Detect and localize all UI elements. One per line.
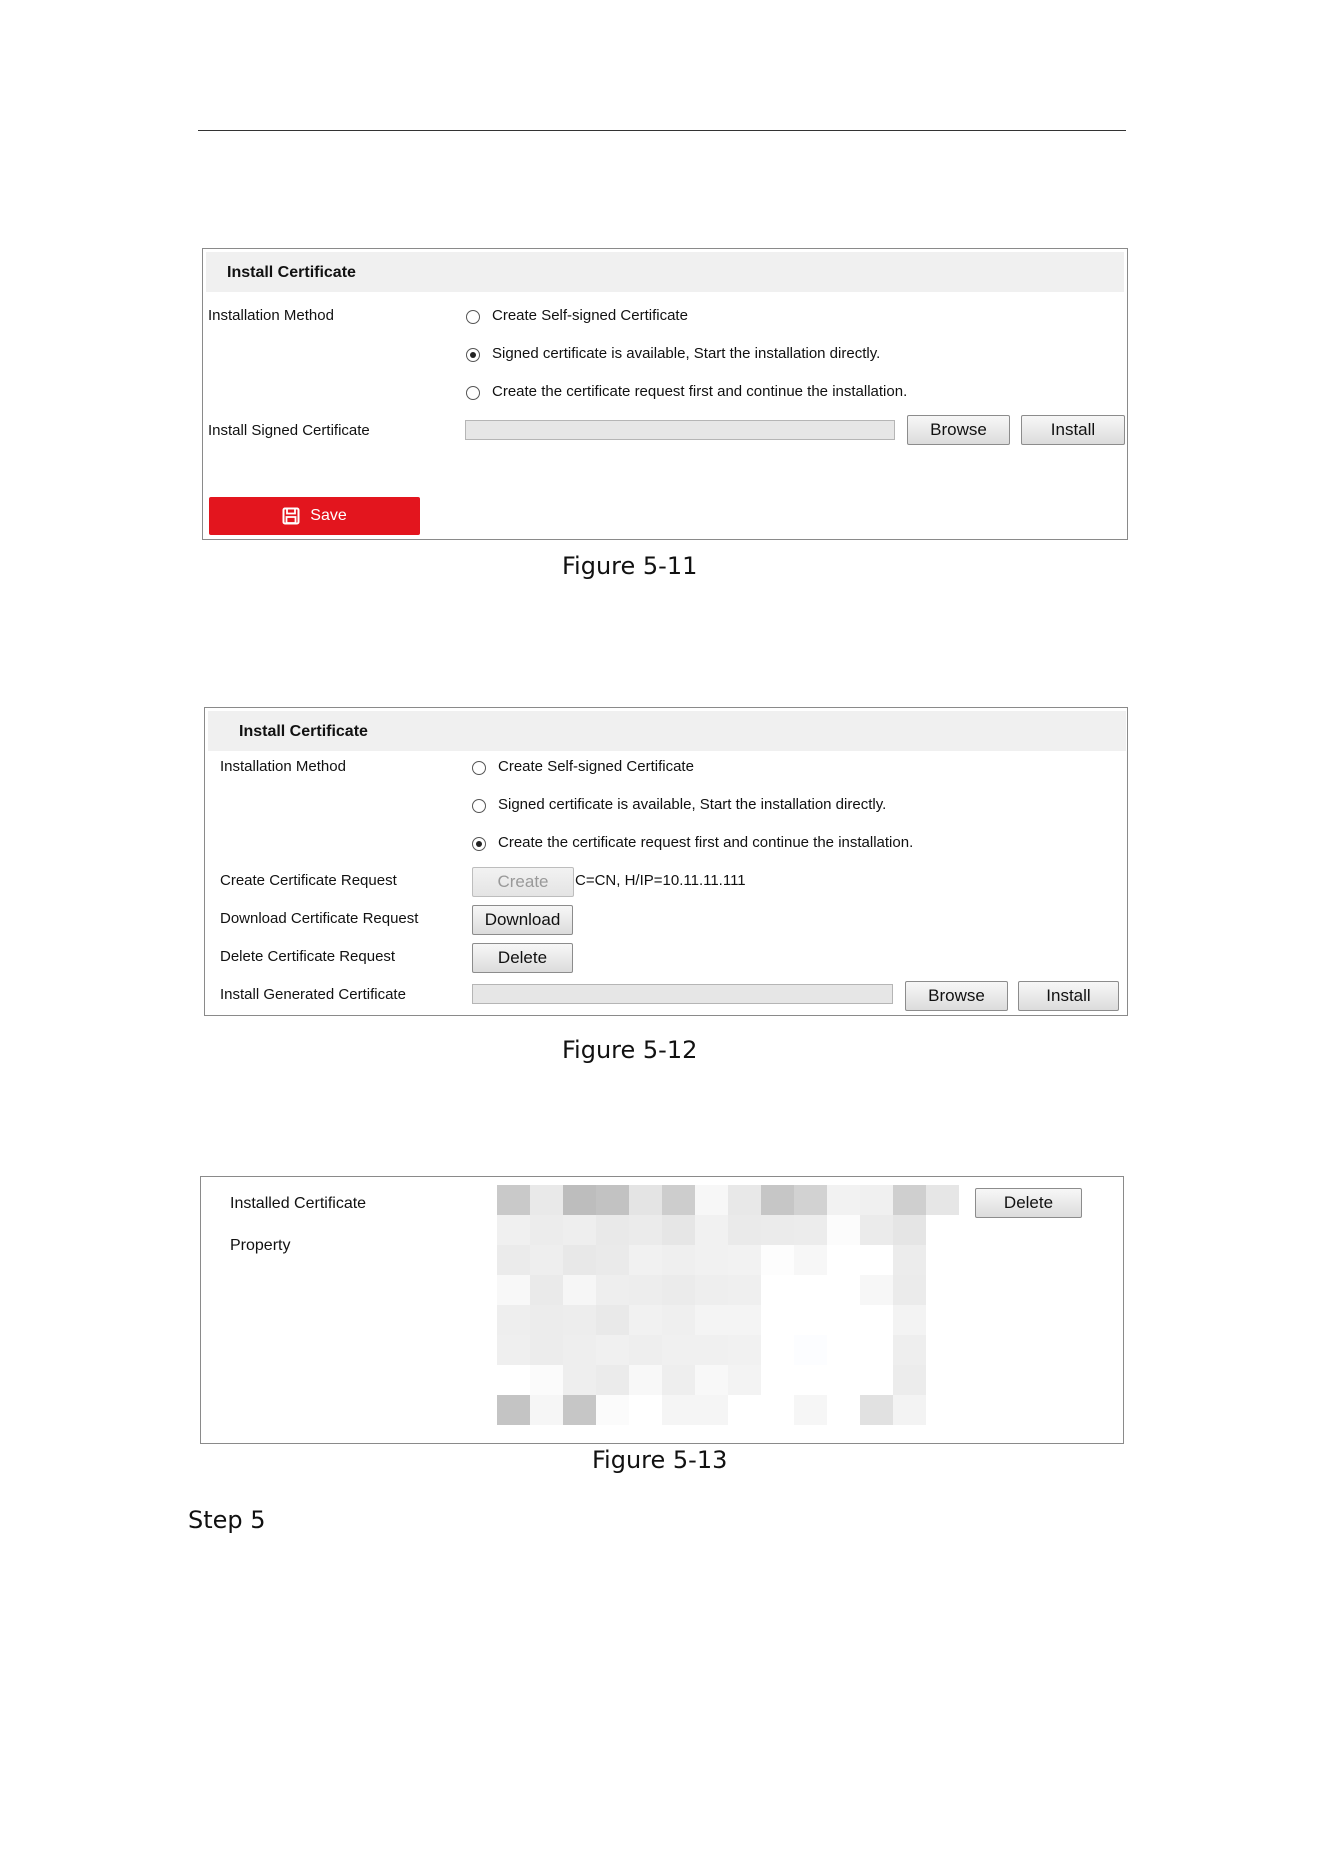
redaction-cell <box>662 1395 695 1425</box>
radio-signed-available-label: Signed certificate is available, Start the installation directly. <box>498 796 887 813</box>
redaction-cell <box>530 1365 563 1395</box>
redaction-cell <box>926 1185 959 1215</box>
redaction-cell <box>794 1395 827 1425</box>
delete-certificate-request-label: Delete Certificate Request <box>220 948 396 965</box>
redaction-cell <box>596 1215 629 1245</box>
radio-self-signed[interactable] <box>466 310 480 324</box>
redaction-cell <box>926 1305 959 1335</box>
redaction-cell <box>563 1245 596 1275</box>
browse-button[interactable]: Browse <box>905 981 1008 1011</box>
redaction-cell <box>893 1275 926 1305</box>
panel-title: Install Certificate <box>239 723 368 740</box>
redaction-cell <box>629 1185 662 1215</box>
redaction-cell <box>530 1395 563 1425</box>
certificate-file-field[interactable] <box>465 420 895 440</box>
radio-create-request-label: Create the certificate request first and continue the installation. <box>498 834 914 851</box>
certificate-file-field[interactable] <box>472 984 893 1004</box>
redaction-cell <box>629 1275 662 1305</box>
certificate-request-info: C=CN, H/IP=10.11.11.111 <box>575 872 746 889</box>
redaction-cell <box>530 1215 563 1245</box>
radio-signed-available-label: Signed certificate is available, Start the installation directly. <box>492 345 881 362</box>
redaction-cell <box>563 1335 596 1365</box>
radio-signed-available[interactable] <box>472 799 486 813</box>
redaction-cell <box>761 1305 794 1335</box>
redaction-cell <box>926 1365 959 1395</box>
install-signed-certificate-label: Install Signed Certificate <box>208 422 370 439</box>
radio-self-signed-label: Create Self-signed Certificate <box>498 758 694 775</box>
redaction-cell <box>497 1245 530 1275</box>
save-button-label: Save <box>310 507 347 524</box>
redaction-cell <box>827 1335 860 1365</box>
step-label: Step 5 <box>188 1506 266 1534</box>
save-icon <box>282 507 300 525</box>
redaction-cell <box>728 1275 761 1305</box>
redaction-cell <box>563 1365 596 1395</box>
redaction-cell <box>794 1245 827 1275</box>
redaction-cell <box>563 1395 596 1425</box>
redaction-cell <box>629 1245 662 1275</box>
redaction-cell <box>563 1275 596 1305</box>
installation-method-label: Installation Method <box>208 307 334 324</box>
redaction-cell <box>827 1245 860 1275</box>
redaction-cell <box>893 1365 926 1395</box>
redaction-cell <box>629 1215 662 1245</box>
radio-create-request-label: Create the certificate request first and continue the installation. <box>492 383 908 400</box>
redaction-cell <box>497 1305 530 1335</box>
redaction-cell <box>629 1335 662 1365</box>
download-button[interactable]: Download <box>472 905 573 935</box>
panel-header <box>206 252 1124 292</box>
redaction-cell <box>761 1215 794 1245</box>
install-generated-certificate-label: Install Generated Certificate <box>220 986 406 1003</box>
redaction-cell <box>629 1395 662 1425</box>
radio-self-signed-label: Create Self-signed Certificate <box>492 307 688 324</box>
redaction-cell <box>530 1185 563 1215</box>
redaction-cell <box>662 1215 695 1245</box>
redaction-cell <box>728 1365 761 1395</box>
redaction-cell <box>794 1185 827 1215</box>
installation-method-label: Installation Method <box>220 758 346 775</box>
figure-caption: Figure 5-13 <box>592 1446 728 1474</box>
redaction-cell <box>530 1305 563 1335</box>
redaction-cell <box>860 1215 893 1245</box>
redaction-cell <box>662 1275 695 1305</box>
redaction-cell <box>827 1365 860 1395</box>
radio-create-request[interactable] <box>466 386 480 400</box>
redaction-cell <box>893 1395 926 1425</box>
property-label: Property <box>230 1237 291 1254</box>
redaction-cell <box>596 1365 629 1395</box>
redaction-cell <box>596 1275 629 1305</box>
radio-signed-available[interactable] <box>466 348 480 362</box>
redaction-cell <box>893 1305 926 1335</box>
redaction-cell <box>728 1335 761 1365</box>
redaction-cell <box>860 1335 893 1365</box>
redaction-cell <box>695 1185 728 1215</box>
redaction-cell <box>860 1185 893 1215</box>
redaction-cell <box>926 1395 959 1425</box>
redaction-cell <box>761 1275 794 1305</box>
redaction-cell <box>695 1365 728 1395</box>
delete-certificate-button[interactable]: Delete <box>975 1188 1082 1218</box>
redaction-cell <box>794 1215 827 1245</box>
redaction-cell <box>728 1395 761 1425</box>
redaction-cell <box>695 1335 728 1365</box>
panel-title: Install Certificate <box>227 264 356 281</box>
redaction-cell <box>761 1365 794 1395</box>
create-button[interactable]: Create <box>472 867 574 897</box>
redaction-cell <box>827 1395 860 1425</box>
redaction-cell <box>662 1185 695 1215</box>
download-certificate-request-label: Download Certificate Request <box>220 910 419 927</box>
redaction-cell <box>728 1245 761 1275</box>
delete-request-button[interactable]: Delete <box>472 943 573 973</box>
redaction-cell <box>629 1365 662 1395</box>
redaction-cell <box>596 1305 629 1335</box>
redaction-cell <box>530 1275 563 1305</box>
redaction-cell <box>497 1365 530 1395</box>
redaction-cell <box>827 1215 860 1245</box>
redaction-cell <box>695 1395 728 1425</box>
radio-create-request[interactable] <box>472 837 486 851</box>
redaction-cell <box>497 1215 530 1245</box>
redaction-cell <box>629 1305 662 1335</box>
redaction-cell <box>794 1305 827 1335</box>
redaction-cell <box>530 1335 563 1365</box>
figure-5-13-panel <box>200 1176 1124 1444</box>
redaction-cell <box>860 1365 893 1395</box>
redaction-cell <box>893 1215 926 1245</box>
figure-5-12-panel <box>204 707 1128 1016</box>
redaction-cell <box>695 1275 728 1305</box>
redaction-cell <box>497 1275 530 1305</box>
redaction-cell <box>827 1185 860 1215</box>
redaction-cell <box>827 1305 860 1335</box>
redaction-cell <box>926 1335 959 1365</box>
redaction-cell <box>563 1185 596 1215</box>
redaction-cell <box>893 1335 926 1365</box>
redaction-cell <box>695 1305 728 1335</box>
redaction-cell <box>860 1245 893 1275</box>
redaction-cell <box>893 1185 926 1215</box>
redaction-cell <box>860 1305 893 1335</box>
browse-button[interactable]: Browse <box>907 415 1010 445</box>
save-button[interactable] <box>209 497 420 535</box>
redaction-cell <box>497 1335 530 1365</box>
redaction-cell <box>497 1185 530 1215</box>
radio-self-signed[interactable] <box>472 761 486 775</box>
redaction-cell <box>596 1395 629 1425</box>
installed-certificate-label: Installed Certificate <box>230 1195 367 1212</box>
figure-caption: Figure 5-11 <box>562 552 698 580</box>
redacted-certificate-details <box>497 1185 959 1425</box>
redaction-cell <box>761 1245 794 1275</box>
redaction-cell <box>695 1245 728 1275</box>
redaction-cell <box>827 1275 860 1305</box>
redaction-cell <box>761 1335 794 1365</box>
redaction-cell <box>596 1335 629 1365</box>
redaction-cell <box>893 1245 926 1275</box>
redaction-cell <box>794 1365 827 1395</box>
redaction-cell <box>926 1275 959 1305</box>
redaction-cell <box>497 1395 530 1425</box>
redaction-cell <box>563 1215 596 1245</box>
redaction-cell <box>926 1215 959 1245</box>
redaction-cell <box>728 1185 761 1215</box>
redaction-cell <box>860 1275 893 1305</box>
page-header-rule <box>198 130 1126 131</box>
redaction-cell <box>794 1275 827 1305</box>
redaction-cell <box>926 1245 959 1275</box>
install-button[interactable]: Install <box>1018 981 1119 1011</box>
redaction-cell <box>728 1215 761 1245</box>
figure-caption: Figure 5-12 <box>562 1036 698 1064</box>
redaction-cell <box>761 1395 794 1425</box>
install-button[interactable]: Install <box>1021 415 1125 445</box>
redaction-cell <box>761 1185 794 1215</box>
panel-header <box>208 711 1126 751</box>
redaction-cell <box>794 1335 827 1365</box>
redaction-cell <box>563 1305 596 1335</box>
redaction-cell <box>860 1395 893 1425</box>
redaction-cell <box>530 1245 563 1275</box>
redaction-cell <box>596 1185 629 1215</box>
redaction-cell <box>728 1305 761 1335</box>
redaction-cell <box>662 1335 695 1365</box>
redaction-cell <box>662 1305 695 1335</box>
redaction-cell <box>662 1365 695 1395</box>
redaction-cell <box>662 1245 695 1275</box>
redaction-cell <box>596 1245 629 1275</box>
redaction-cell <box>695 1215 728 1245</box>
create-certificate-request-label: Create Certificate Request <box>220 872 397 889</box>
figure-5-11-panel <box>202 248 1128 540</box>
